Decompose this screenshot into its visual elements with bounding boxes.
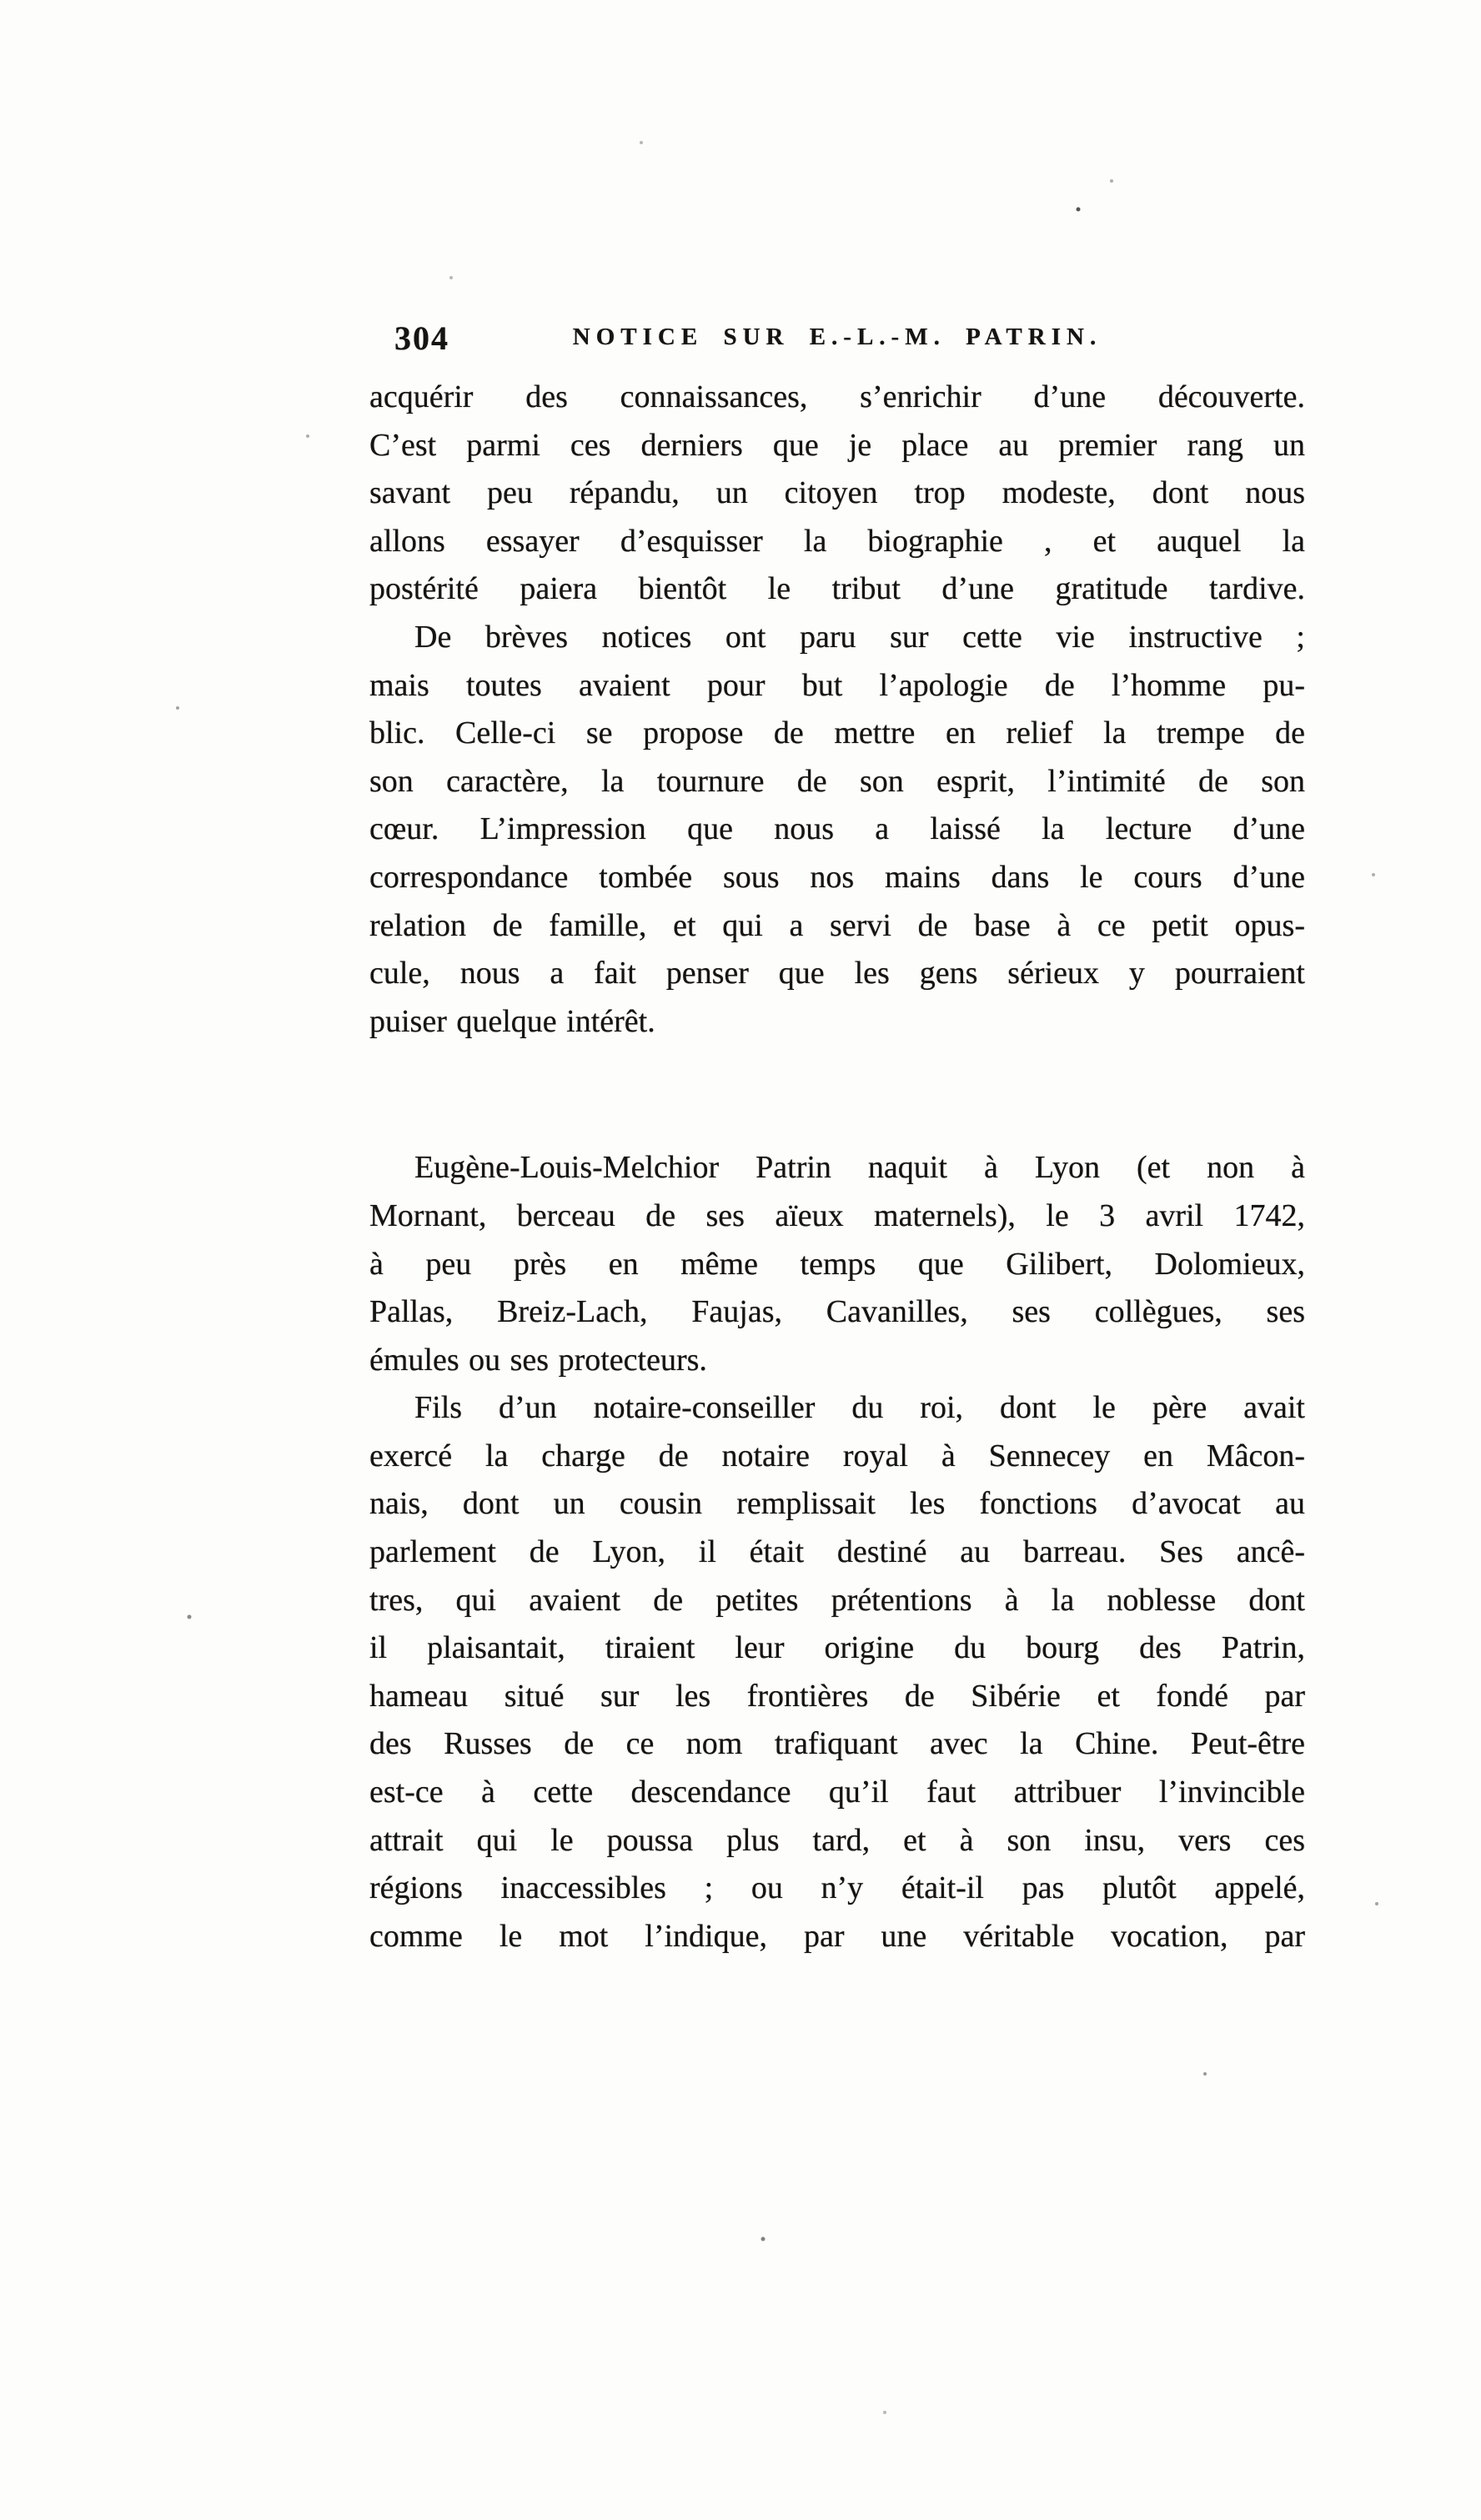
text-line: est-ce à cette descendance qu’il faut attribuer l’invincible — [369, 1775, 1305, 1810]
text-line: blic. Celle-ci se propose de mettre en relief la trempe de — [369, 715, 1305, 751]
paragraph — [369, 374, 1305, 614]
text-line: comme le mot l’indique, par une véritable vocation, par — [369, 1918, 1305, 1954]
text-line: hameau situé sur les frontières de Sibérie et fondé par — [369, 1678, 1305, 1714]
text-line: De brèves notices ont paru sur cette vie instructive ; — [414, 619, 1305, 655]
page-number: 304 — [394, 319, 449, 357]
scan-speck-dots — [0, 0, 2, 2]
text-line: parlement de Lyon, il était destiné au barreau. Ses ancê- — [369, 1534, 1305, 1570]
text-line: allons essayer d’esquisser la biographie , et auquel la — [369, 523, 1305, 559]
text-line: des Russes de ce nom trafiquant avec la Chine. Peut-être — [369, 1726, 1305, 1762]
text-line: puiser quelque intérêt. — [369, 1003, 655, 1039]
text-line: postérité paiera bientôt le tribut d’une gratitude tardive. — [369, 571, 1305, 607]
body-text — [369, 374, 1305, 1960]
text-line: Pallas, Breiz-Lach, Faujas, Cavanilles, ses collègues, ses — [369, 1294, 1305, 1330]
text-line: correspondance tombée sous nos mains dans le cours d’une — [369, 859, 1305, 895]
text-line: émules ou ses protecteurs. — [369, 1342, 707, 1378]
page-header — [369, 319, 1305, 360]
text-line: cule, nous a fait penser que les gens sérieux y pourraient — [369, 956, 1305, 991]
text-line: Fils d’un notaire-conseiller du roi, dont le père avait — [414, 1390, 1305, 1426]
running-header: NOTICE SUR E.-L.-M. PATRIN. — [572, 324, 1102, 350]
paragraph — [369, 1144, 1305, 1384]
paragraph — [369, 614, 1305, 1046]
text-line: acquérir des connaissances, s’enrichir d’une découverte. — [369, 379, 1305, 414]
text-line: relation de famille, et qui a servi de base à ce petit opus- — [369, 907, 1305, 943]
text-line: son caractère, la tournure de son esprit, l’intimité de son — [369, 763, 1305, 799]
text-line: cœur. L’impression que nous a laissé la lecture d’une — [369, 811, 1305, 847]
paragraph — [369, 1384, 1305, 1960]
text-line: attrait qui le poussa plus tard, et à son insu, vers ces — [369, 1822, 1305, 1858]
text-line: Eugène-Louis-Melchior Patrin naquit à Lyon (et non à — [414, 1150, 1305, 1186]
text-line: nais, dont un cousin remplissait les fonctions d’avocat au — [369, 1486, 1305, 1522]
text-line: à peu près en même temps que Gilibert, Dolomieux, — [369, 1246, 1305, 1282]
text-line: C’est parmi ces derniers que je place au premier rang un — [369, 427, 1305, 463]
text-line: Mornant, berceau de ses aïeux maternels), le 3 avril 1742, — [369, 1197, 1305, 1233]
text-line: mais toutes avaient pour but l’apologie de l’homme pu- — [369, 667, 1305, 703]
text-line: il plaisantait, tiraient leur origine du bourg des Patrin, — [369, 1630, 1305, 1666]
text-line: exercé la charge de notaire royal à Sennecey en Mâcon- — [369, 1438, 1305, 1473]
text-line: savant peu répandu, un citoyen trop modeste, dont nous — [369, 475, 1305, 511]
text-line: régions inaccessibles ; ou n’y était-il pas plutôt appelé, — [369, 1870, 1305, 1906]
text-line: tres, qui avaient de petites prétentions à la noblesse dont — [369, 1582, 1305, 1618]
